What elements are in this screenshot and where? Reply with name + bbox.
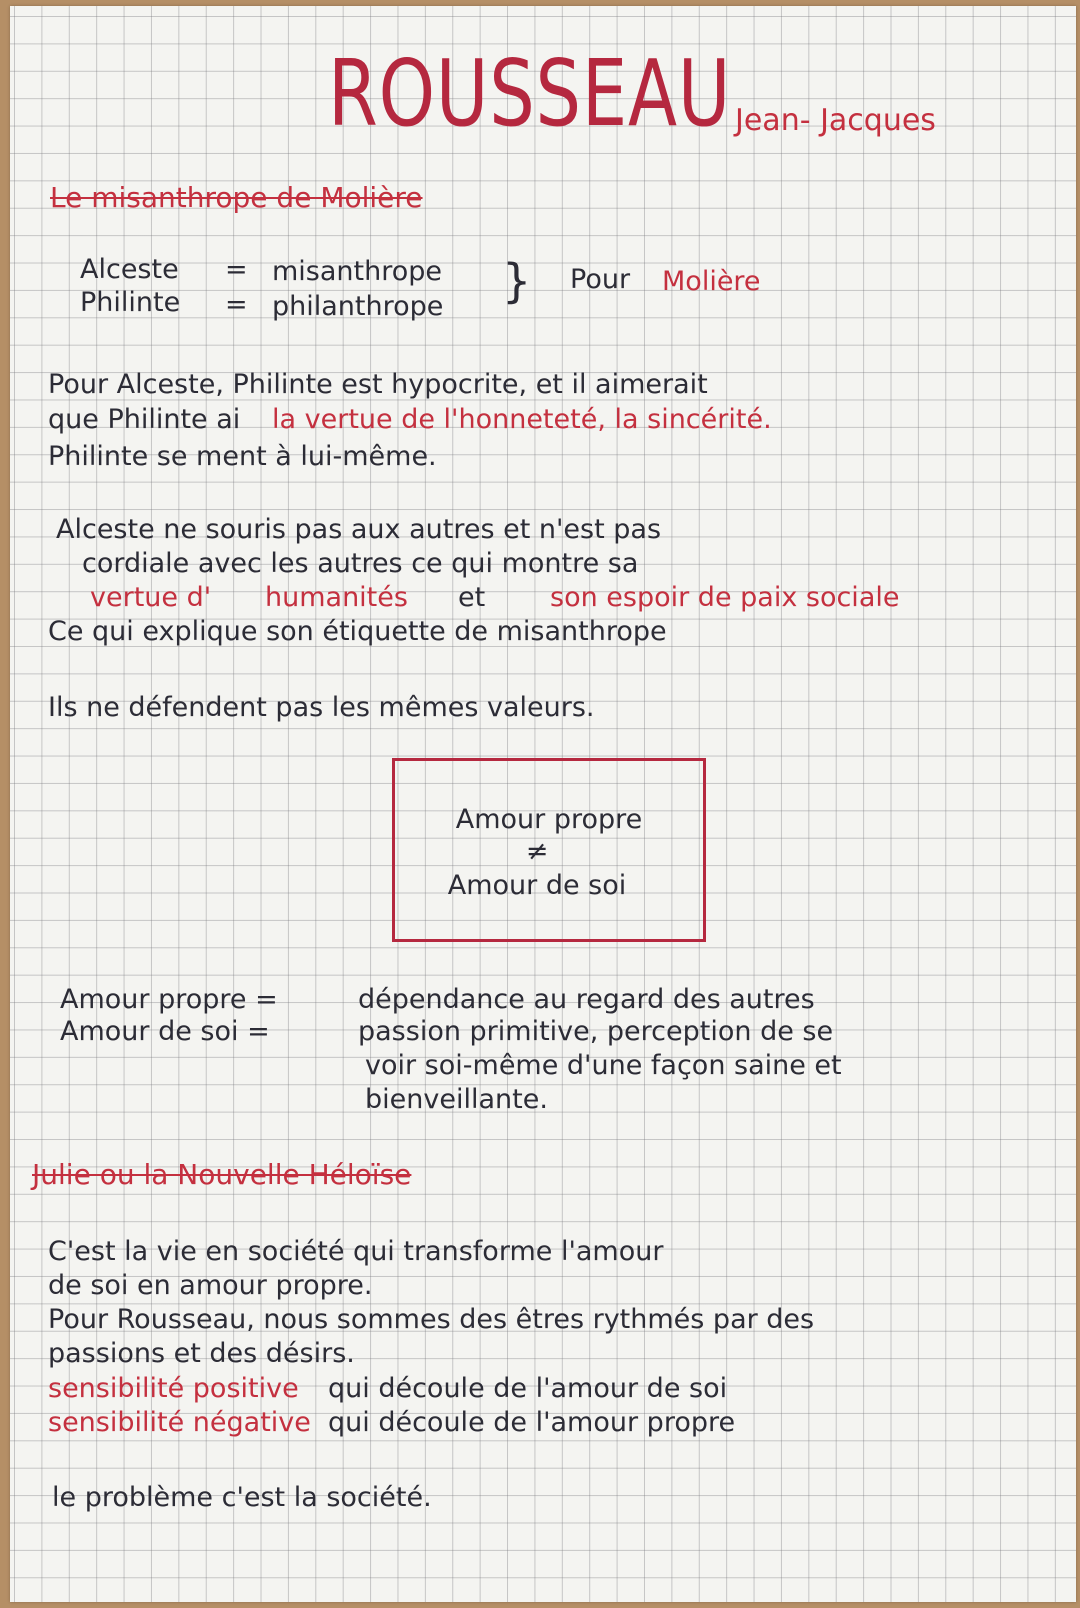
brace: } xyxy=(502,254,532,308)
para2-line3a: vertue d' xyxy=(90,582,212,613)
page-subtitle: Jean- Jacques xyxy=(735,103,936,138)
pour-label: Pour xyxy=(570,264,631,295)
sensibilite-positive: sensibilité positive xyxy=(48,1373,299,1404)
section-heading-julie: Julie ou la Nouvelle Héloïse xyxy=(32,1158,412,1191)
def-amour-soi-label: Amour de soi = xyxy=(60,1016,270,1047)
def-amour-soi-line1: passion primitive, perception de se xyxy=(358,1016,834,1047)
char-alceste-eq: = xyxy=(225,254,248,285)
para2-line3c: et xyxy=(458,582,486,613)
def-amour-propre-value: dépendance au regard des autres xyxy=(358,984,815,1015)
box-amour-propre: Amour propre xyxy=(455,804,643,835)
para4-line1: C'est la vie en société qui transforme l'amour xyxy=(48,1236,664,1267)
sensibilite-negative: sensibilité négative xyxy=(48,1407,311,1438)
para4-line3: Pour Rousseau, nous sommes des êtres rythmés par des xyxy=(48,1304,815,1335)
box-amour-de-soi: Amour de soi xyxy=(447,870,627,901)
def-amour-propre-label: Amour propre = xyxy=(60,984,278,1015)
notebook-page xyxy=(10,6,1076,1602)
para2-line3b: humanités xyxy=(265,582,408,613)
char-philinte-name: Philinte xyxy=(80,287,181,318)
para1-line2a: que Philinte ai xyxy=(48,404,241,435)
box-not-equal-symbol: ≠ xyxy=(525,836,549,867)
para3: Ils ne défendent pas les mêmes valeurs. xyxy=(48,692,595,723)
para2-line1: Alceste ne souris pas aux autres et n'est pas xyxy=(56,514,662,545)
char-philinte-value: philanthrope xyxy=(272,291,444,322)
para4-line5: qui découle de l'amour de soi xyxy=(328,1373,728,1404)
char-alceste-value: misanthrope xyxy=(272,256,443,287)
char-philinte-eq: = xyxy=(225,289,248,320)
para4-line4: passions et des désirs. xyxy=(48,1338,355,1369)
moliere-label: Molière xyxy=(662,266,761,297)
char-alceste-name: Alceste xyxy=(80,254,179,285)
conclusion: le problème c'est la société. xyxy=(52,1482,432,1513)
def-amour-soi-line2: voir soi-même d'une façon saine et xyxy=(365,1050,842,1081)
def-amour-soi-line3: bienveillante. xyxy=(365,1084,548,1115)
para1-line3: Philinte se ment à lui-même. xyxy=(48,441,437,472)
section-heading-misanthrope: Le misanthrope de Molière xyxy=(50,181,423,214)
para2-line3d: son espoir de paix sociale xyxy=(550,582,900,613)
para1-line1: Pour Alceste, Philinte est hypocrite, et il aimerait xyxy=(48,369,708,400)
para1-line2b: la vertue de l'honneteté, la sincérité. xyxy=(272,404,772,435)
page-title: ROUSSEAU xyxy=(328,40,732,147)
para2-line4: Ce qui explique son étiquette de misanthrope xyxy=(48,616,667,647)
para4-line6: qui découle de l'amour propre xyxy=(328,1407,736,1438)
para2-line2: cordiale avec les autres ce qui montre sa xyxy=(82,548,639,579)
para4-line2: de soi en amour propre. xyxy=(48,1270,373,1301)
